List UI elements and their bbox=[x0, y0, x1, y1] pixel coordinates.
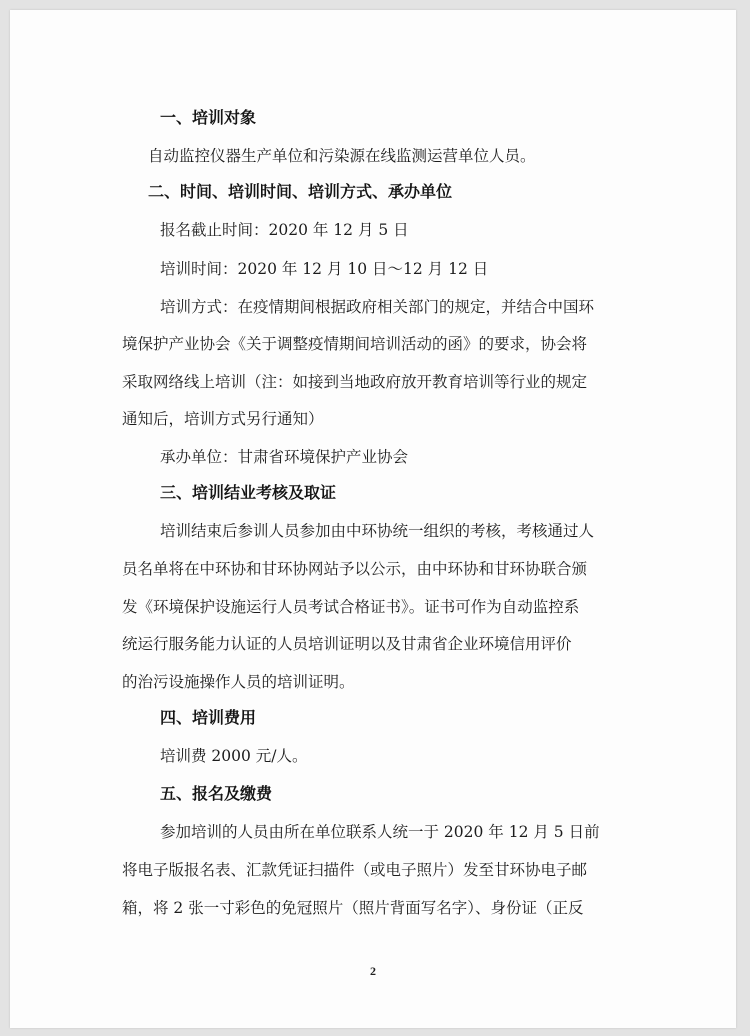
document-page bbox=[10, 10, 736, 1028]
paragraph-line: 箱，将 2 张一寸彩色的免冠照片（照片背面写名字）、身份证（正反 bbox=[122, 899, 584, 917]
page-number: 2 bbox=[370, 964, 376, 978]
paragraph-line: 将电子版报名表、汇款凭证扫描件（或电子照片）发至甘环协电子邮 bbox=[122, 861, 588, 879]
paragraph-line: 境保护产业协会《关于调整疫情期间培训活动的函》的要求，协会将 bbox=[122, 335, 588, 353]
paragraph-line: 的治污设施操作人员的培训证明。 bbox=[122, 673, 355, 691]
section-heading-time-method: 二、时间、培训时间、培训方式、承办单位 bbox=[148, 182, 453, 201]
paragraph-line: 发《环境保护设施运行人员考试合格证书》。证书可作为自动监控系 bbox=[122, 598, 580, 616]
paragraph-line: 统运行服务能力认证的人员培训证明以及甘肃省企业环境信用评价 bbox=[122, 635, 572, 653]
paragraph-line: 通知后，培训方式另行通知） bbox=[122, 410, 324, 428]
section-heading-training-targets: 一、培训对象 bbox=[160, 108, 257, 127]
paragraph-line: 参加培训的人员由所在单位联系人统一于 2020 年 12 月 5 日前 bbox=[160, 823, 600, 841]
paragraph-line: 员名单将在中环协和甘环协网站予以公示，由中环协和甘环协联合颁 bbox=[122, 560, 588, 578]
section-heading-registration: 五、报名及缴费 bbox=[160, 784, 273, 803]
paragraph-line: 自动监控仪器生产单位和污染源在线监测运营单位人员。 bbox=[148, 147, 536, 165]
section-heading-fees: 四、培训费用 bbox=[160, 708, 257, 727]
paragraph-line: 培训方式：在疫情期间根据政府相关部门的规定，并结合中国环 bbox=[160, 298, 595, 316]
paragraph-line: 报名截止时间：2020 年 12 月 5 日 bbox=[160, 221, 409, 239]
paragraph-line: 采取网络线上培训（注：如接到当地政府放开教育培训等行业的规定 bbox=[122, 373, 588, 391]
paragraph-line: 承办单位：甘肃省环境保护产业协会 bbox=[160, 448, 409, 466]
paragraph-line: 培训费 2000 元/人。 bbox=[160, 747, 308, 765]
paragraph-line: 培训时间：2020 年 12 月 10 日～12 月 12 日 bbox=[160, 260, 489, 278]
paragraph-line: 培训结束后参训人员参加由中环协统一组织的考核，考核通过人 bbox=[160, 522, 595, 540]
section-heading-assessment: 三、培训结业考核及取证 bbox=[160, 483, 337, 502]
